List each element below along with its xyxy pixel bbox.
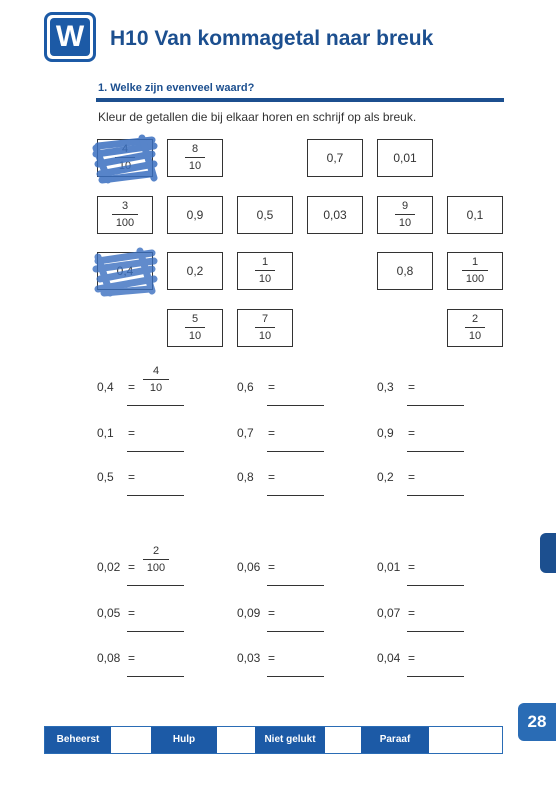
fraction-bar [115, 157, 135, 158]
niet-gelukt-label: Niet gelukt [255, 727, 325, 753]
fraction [238, 312, 292, 343]
decimal-value: 0,7 [326, 151, 344, 165]
equals-sign: = [128, 470, 136, 484]
fraction-bar [185, 157, 205, 158]
equals-sign: = [268, 426, 276, 440]
equation-label: 0,08 [97, 651, 121, 665]
fraction-bar [395, 214, 415, 215]
card-fraction-1-100[interactable] [447, 252, 503, 290]
equals-sign: = [408, 606, 416, 620]
card-fraction-2-10[interactable] [447, 309, 503, 347]
equation-label: 0,1 [97, 426, 114, 440]
answer-fraction [141, 364, 171, 395]
denominator: 10 [258, 330, 272, 342]
fraction-bar [112, 214, 138, 215]
equation-label: 0,5 [97, 470, 114, 484]
equals-sign: = [268, 470, 276, 484]
fraction [168, 142, 222, 173]
equation-label: 0,03 [237, 651, 261, 665]
equals-sign: = [128, 560, 136, 574]
card-fraction-1-10[interactable] [237, 252, 293, 290]
fraction [98, 199, 152, 230]
card-fraction-3-100[interactable] [97, 196, 153, 234]
answer-fraction [141, 544, 171, 575]
equation-label: 0,4 [97, 380, 114, 394]
equation-label: 0,9 [377, 426, 394, 440]
denominator: 10 [149, 382, 163, 394]
equals-sign: = [408, 470, 416, 484]
equation-label: 0,04 [377, 651, 401, 665]
answer-line[interactable] [407, 676, 464, 677]
fraction [448, 255, 502, 286]
equation-label: 0,06 [237, 560, 261, 574]
fraction-bar [255, 270, 275, 271]
numerator: 1 [471, 256, 479, 268]
decimal-value: 0,8 [396, 264, 414, 278]
page-title: H10 Van kommagetal naar breuk [110, 27, 434, 50]
equals-sign: = [268, 380, 276, 394]
fraction [378, 199, 432, 230]
card-decimal-0-5[interactable] [237, 196, 293, 234]
decimal-value: 0,5 [256, 208, 274, 222]
card-fraction-8-10[interactable] [167, 139, 223, 177]
numerator: 9 [401, 200, 409, 212]
fraction-bar [465, 327, 485, 328]
side-tab [540, 533, 556, 573]
equals-sign: = [268, 651, 276, 665]
numerator: 7 [261, 313, 269, 325]
hulp-label: Hulp [151, 727, 217, 753]
card-decimal-0-4[interactable] [97, 252, 153, 290]
decimal-value: 0,01 [393, 151, 417, 165]
question-title: 1. Welke zijn evenveel waard? [98, 82, 255, 94]
answer-line[interactable] [407, 451, 464, 452]
answer-line[interactable] [127, 585, 184, 586]
decimal-value: 0,9 [186, 208, 204, 222]
equals-sign: = [128, 651, 136, 665]
decimal-value: 0,1 [466, 208, 484, 222]
answer-line[interactable] [407, 631, 464, 632]
card-fraction-4-10[interactable] [97, 139, 153, 177]
equation-label: 0,2 [377, 470, 394, 484]
equation-label: 0,01 [377, 560, 401, 574]
equation-label: 0,6 [237, 380, 254, 394]
answer-line[interactable] [407, 495, 464, 496]
card-decimal-0-8[interactable] [377, 252, 433, 290]
equation-label: 0,3 [377, 380, 394, 394]
equals-sign: = [408, 560, 416, 574]
card-decimal-0-1[interactable] [447, 196, 503, 234]
numerator: 2 [471, 313, 479, 325]
question-instruction: Kleur de getallen die bij elkaar horen en schrijf op als breuk. [98, 110, 417, 124]
beheerst-check-box[interactable] [111, 727, 151, 753]
equals-sign: = [128, 426, 136, 440]
denominator: 10 [468, 330, 482, 342]
assessment-bar [44, 726, 503, 754]
numerator: 5 [191, 313, 199, 325]
card-decimal-0-01[interactable] [377, 139, 433, 177]
fraction-bar [185, 327, 205, 328]
card-decimal-0-7[interactable] [307, 139, 363, 177]
question-divider [96, 98, 504, 102]
answer-line[interactable] [407, 405, 464, 406]
paraaf-label: Paraaf [361, 727, 429, 753]
answer-line[interactable] [267, 495, 324, 496]
denominator: 100 [115, 217, 135, 229]
fraction-bar [255, 327, 275, 328]
answer-line[interactable] [267, 451, 324, 452]
card-decimal-0-2[interactable] [167, 252, 223, 290]
card-fraction-7-10[interactable] [237, 309, 293, 347]
equals-sign: = [408, 426, 416, 440]
fraction-bar [143, 559, 169, 560]
answer-line[interactable] [127, 495, 184, 496]
answer-line[interactable] [127, 631, 184, 632]
equation-label: 0,05 [97, 606, 121, 620]
fraction [168, 312, 222, 343]
equals-sign: = [268, 560, 276, 574]
numerator: 2 [152, 545, 160, 557]
equals-sign: = [268, 606, 276, 620]
equation-label: 0,07 [377, 606, 401, 620]
card-decimal-0-9[interactable] [167, 196, 223, 234]
denominator: 10 [188, 160, 202, 172]
denominator: 10 [188, 330, 202, 342]
card-fraction-5-10[interactable] [167, 309, 223, 347]
denominator: 10 [118, 160, 132, 172]
logo-badge [44, 12, 96, 62]
decimal-value: 0,4 [116, 264, 134, 278]
equals-sign: = [408, 380, 416, 394]
equals-sign: = [408, 651, 416, 665]
answer-line[interactable] [267, 405, 324, 406]
numerator: 4 [152, 365, 160, 377]
numerator: 8 [191, 143, 199, 155]
fraction [238, 255, 292, 286]
niet-gelukt-check-box[interactable] [325, 727, 361, 753]
equals-sign: = [128, 380, 136, 394]
numerator: 1 [261, 256, 269, 268]
answer-line[interactable] [267, 585, 324, 586]
denominator: 10 [258, 273, 272, 285]
fraction [98, 142, 152, 173]
numerator: 4 [121, 143, 129, 155]
hulp-check-box[interactable] [217, 727, 255, 753]
logo-letter: W [50, 18, 90, 56]
answer-line[interactable] [127, 451, 184, 452]
answer-line[interactable] [127, 676, 184, 677]
equals-sign: = [128, 606, 136, 620]
equation-label: 0,8 [237, 470, 254, 484]
numerator: 3 [121, 200, 129, 212]
answer-line[interactable] [267, 676, 324, 677]
equation-label: 0,09 [237, 606, 261, 620]
equation-label: 0,02 [97, 560, 121, 574]
fraction-bar [462, 270, 488, 271]
denominator: 10 [398, 217, 412, 229]
denominator: 100 [146, 562, 166, 574]
answer-line[interactable] [407, 585, 464, 586]
fraction [448, 312, 502, 343]
equation-label: 0,7 [237, 426, 254, 440]
decimal-value: 0,2 [186, 264, 204, 278]
denominator: 100 [465, 273, 485, 285]
decimal-value: 0,03 [323, 208, 347, 222]
answer-line[interactable] [127, 405, 184, 406]
page-number: 28 [518, 703, 556, 741]
fraction-bar [143, 379, 169, 380]
answer-line[interactable] [267, 631, 324, 632]
card-fraction-9-10[interactable] [377, 196, 433, 234]
beheerst-label: Beheerst [45, 727, 111, 753]
card-decimal-0-03[interactable] [307, 196, 363, 234]
paraaf-signature-box[interactable] [429, 727, 502, 753]
